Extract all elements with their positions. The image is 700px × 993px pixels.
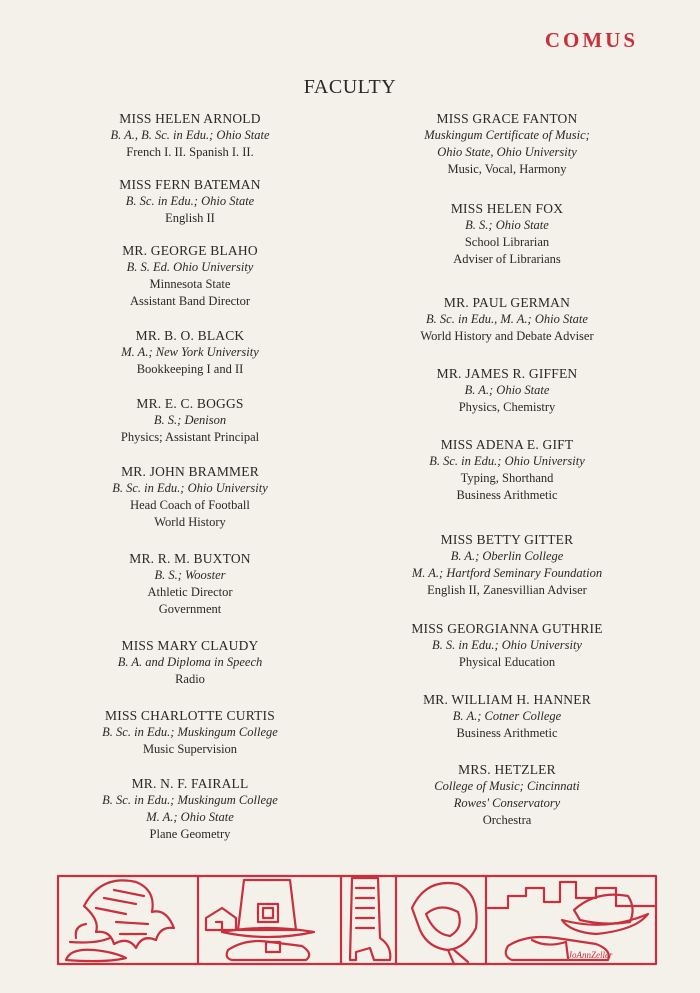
faculty-entry bbox=[50, 327, 330, 378]
faculty-credentials: B. A.; Oberlin College bbox=[450, 549, 564, 563]
faculty-credentials: B. Sc. in Edu.; Ohio University bbox=[429, 454, 585, 468]
lace-boot-icon bbox=[350, 878, 390, 960]
faculty-subject: Business Arithmetic bbox=[456, 726, 558, 740]
faculty-subject: English II bbox=[165, 211, 215, 225]
faculty-credentials: Ohio State, Ohio University bbox=[437, 145, 577, 159]
faculty-subject: Business Arithmetic bbox=[456, 488, 558, 502]
faculty-name: MR. N. F. FAIRALL bbox=[131, 776, 249, 791]
faculty-credentials: B. Sc. in Edu.; Ohio State bbox=[125, 194, 255, 208]
faculty-subject: Bookkeeping I and II bbox=[136, 362, 244, 376]
city-skyline-icon bbox=[488, 882, 654, 908]
fedora-hat-icon bbox=[562, 895, 648, 934]
faculty-subject: Head Coach of Football bbox=[130, 498, 250, 512]
faculty-subject: English II, Zanesvillian Adviser bbox=[427, 583, 587, 597]
faculty-credentials: B. S.; Ohio State bbox=[465, 218, 549, 232]
faculty-name: MISS MARY CLAUDY bbox=[121, 638, 259, 653]
faculty-credentials: B. Sc. in Edu.; Muskingum College bbox=[102, 793, 278, 807]
faculty-name: MISS HELEN ARNOLD bbox=[119, 111, 261, 126]
faculty-name: MR. WILLIAM H. HANNER bbox=[423, 692, 591, 707]
faculty-credentials: B. Sc. in Edu.; Ohio University bbox=[112, 481, 268, 495]
faculty-credentials: B. A.; Ohio State bbox=[464, 383, 550, 397]
faculty-credentials: B. A.; Cotner College bbox=[452, 709, 562, 723]
faculty-subject: Adviser of Librarians bbox=[453, 252, 561, 266]
faculty-subject: Physics; Assistant Principal bbox=[120, 430, 260, 444]
faculty-credentials: B. A., B. Sc. in Edu.; Ohio State bbox=[110, 128, 270, 142]
faculty-credentials: B. A. and Diploma in Speech bbox=[117, 655, 263, 669]
faculty-credentials: B. S. Ed. Ohio University bbox=[126, 260, 254, 274]
faculty-subject: Physics, Chemistry bbox=[458, 400, 556, 414]
faculty-name: MR. JAMES R. GIFFEN bbox=[436, 366, 578, 381]
faculty-entry bbox=[357, 531, 657, 599]
faculty-credentials: Rowes' Conservatory bbox=[453, 796, 561, 810]
faculty-entry bbox=[50, 176, 330, 227]
faculty-name: MISS GEORGIANNA GUTHRIE bbox=[411, 621, 603, 636]
faculty-column-right bbox=[357, 110, 657, 829]
faculty-entry bbox=[357, 200, 657, 268]
faculty-subject: Plane Geometry bbox=[149, 827, 231, 841]
decorative-banner-illustration bbox=[56, 868, 660, 968]
faculty-subject: World History bbox=[154, 515, 226, 529]
faculty-subject: Orchestra bbox=[482, 813, 532, 827]
faculty-subject: Radio bbox=[175, 672, 205, 686]
faculty-entry bbox=[357, 691, 657, 742]
faculty-credentials: B. S.; Wooster bbox=[154, 568, 226, 582]
faculty-name: MR. PAUL GERMAN bbox=[443, 295, 571, 310]
bonnet-icon bbox=[412, 883, 477, 964]
faculty-name: MISS HELEN FOX bbox=[450, 201, 564, 216]
faculty-entry bbox=[357, 294, 657, 345]
faculty-subject: World History and Debate Adviser bbox=[420, 329, 594, 343]
faculty-subject: Athletic Director bbox=[147, 585, 233, 599]
faculty-name: MISS FERN BATEMAN bbox=[119, 177, 261, 192]
faculty-entry bbox=[357, 365, 657, 416]
page-title: FACULTY bbox=[303, 76, 397, 98]
faculty-credentials: M. A.; Ohio State bbox=[146, 810, 234, 824]
faculty-entry bbox=[357, 110, 657, 178]
faculty-credentials: M. A.; New York University bbox=[121, 345, 259, 359]
faculty-credentials: Muskingum Certificate of Music; bbox=[424, 128, 590, 142]
buckle-shoe-icon bbox=[227, 941, 310, 960]
faculty-subject: Assistant Band Director bbox=[129, 294, 251, 308]
faculty-credentials: College of Music; Cincinnati bbox=[434, 779, 580, 793]
faculty-credentials: B. Sc. in Edu., M. A.; Ohio State bbox=[426, 312, 588, 326]
faculty-subject: Typing, Shorthand bbox=[460, 471, 554, 485]
faculty-credentials: B. S. in Edu.; Ohio University bbox=[432, 638, 582, 652]
faculty-subject: Government bbox=[158, 602, 222, 616]
faculty-entry bbox=[357, 436, 657, 504]
faculty-name: MR. B. O. BLACK bbox=[135, 328, 245, 343]
headdress-icon bbox=[70, 880, 174, 948]
faculty-entry bbox=[50, 395, 330, 446]
faculty-credentials: B. S.; Denison bbox=[153, 413, 227, 427]
faculty-name: MISS CHARLOTTE CURTIS bbox=[105, 708, 275, 723]
faculty-name: MR. JOHN BRAMMER bbox=[121, 464, 259, 479]
faculty-entry bbox=[357, 620, 657, 671]
faculty-name: MR. E. C. BOGGS bbox=[136, 396, 244, 411]
faculty-name: MRS. HETZLER bbox=[458, 762, 556, 777]
faculty-subject: French I. II. Spanish I. II. bbox=[126, 145, 254, 159]
faculty-entry bbox=[50, 463, 330, 531]
faculty-name: MISS BETTY GITTER bbox=[440, 532, 574, 547]
faculty-credentials: B. Sc. in Edu.; Muskingum College bbox=[102, 725, 278, 739]
faculty-entry bbox=[50, 637, 330, 688]
artist-signature: JoAnnZeller bbox=[568, 950, 613, 960]
faculty-entry bbox=[50, 110, 330, 161]
moccasin-icon bbox=[66, 950, 126, 961]
faculty-entry bbox=[50, 775, 330, 843]
faculty-subject: Music Supervision bbox=[142, 742, 238, 756]
faculty-name: MR. R. M. BUXTON bbox=[129, 551, 251, 566]
faculty-entry bbox=[50, 550, 330, 618]
faculty-entry bbox=[357, 761, 657, 829]
faculty-entry bbox=[50, 242, 330, 310]
header-brand: COMUS bbox=[544, 28, 638, 52]
faculty-entry bbox=[50, 707, 330, 758]
faculty-name: MISS ADENA E. GIFT bbox=[440, 437, 574, 452]
faculty-subject: School Librarian bbox=[464, 235, 550, 249]
faculty-subject: Minnesota State bbox=[149, 277, 231, 291]
faculty-column-left bbox=[50, 110, 330, 843]
faculty-subject: Music, Vocal, Harmony bbox=[447, 162, 567, 176]
faculty-name: MISS GRACE FANTON bbox=[436, 111, 578, 126]
house-icon bbox=[206, 908, 236, 930]
faculty-name: MR. GEORGE BLAHO bbox=[122, 243, 258, 258]
faculty-subject: Physical Education bbox=[458, 655, 556, 669]
faculty-credentials: M. A.; Hartford Seminary Foundation bbox=[411, 566, 603, 580]
